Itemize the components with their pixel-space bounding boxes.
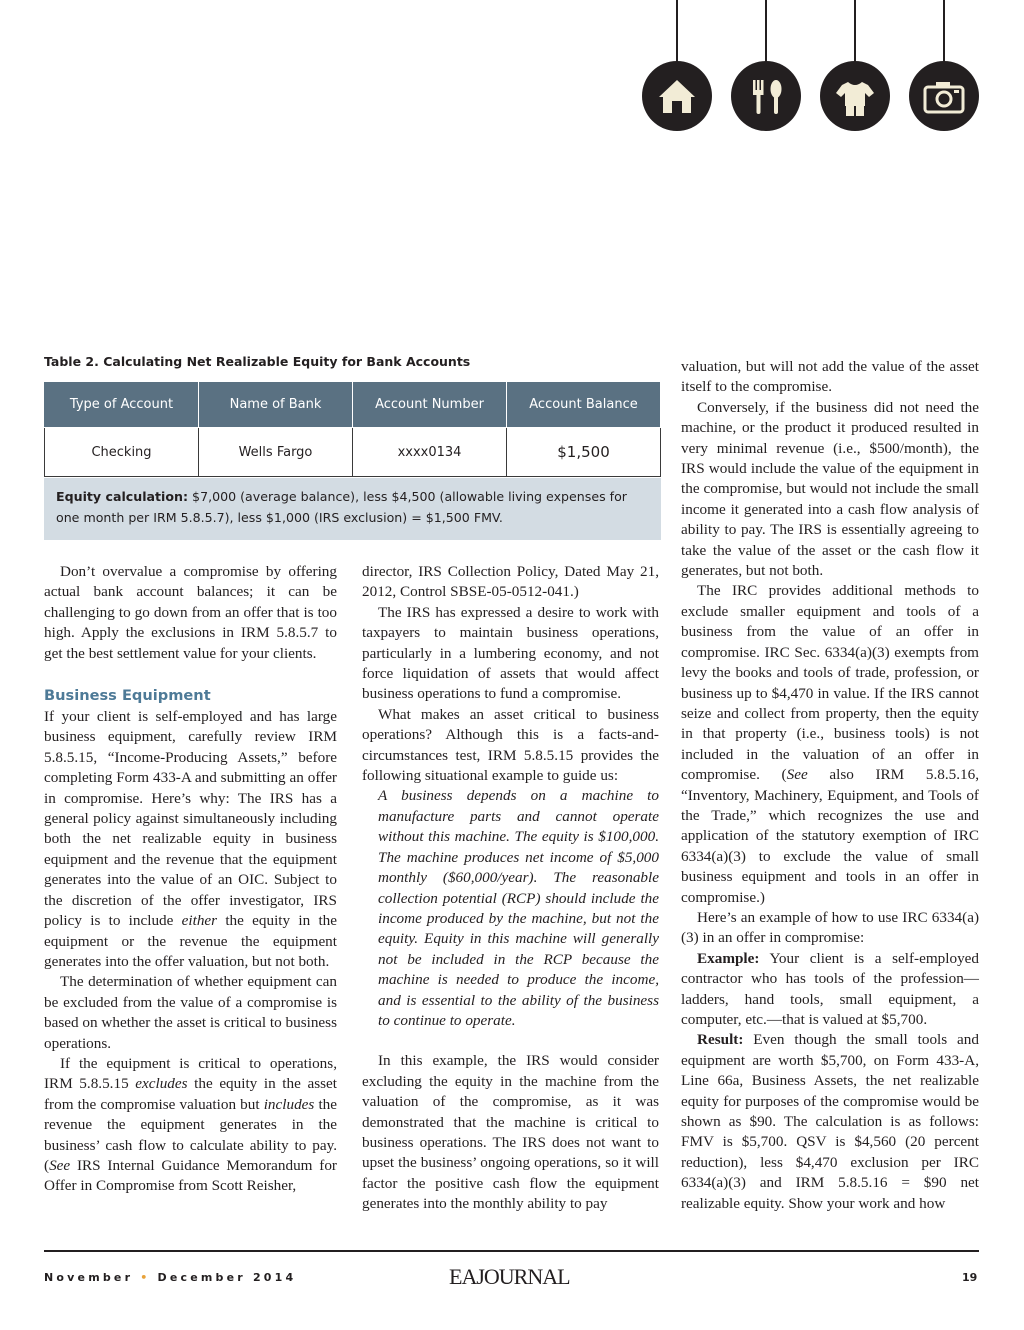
paragraph: valuation, but will not add the value of the asset itself to the compromise. [681, 358, 979, 396]
paragraph: If your client is self-employed and has large business equipment, carefully review IRM 5.8.5.15, “Income-Producing Assets,” before completing Form 433-A and submitting an offer in compromise. Here’s why: The IRS has a general policy against simultaneously including both the net realizable equity in business equipment and the revenue that the equipment generates into the value of an OIC. Subject to the discretion of the offer investigator, IRS policy is to include either the equity in the equipment or the revenue the equipment generates into the offer valuation, but not both. [44, 708, 337, 970]
fork-spoon-icon [731, 0, 801, 132]
article-column-1 [44, 562, 337, 1197]
article-column-3 [681, 357, 979, 1214]
page-number: 19 [962, 1271, 978, 1284]
paragraph: If the equipment is critical to operations, IRM 5.8.5.15 excludes the equity in the asset from the compromise valuation but includes the revenue the equipment generates in the business’ cash flow to calculate ability to pay. (See IRS Internal Guidance Memorandum for Offer in Compromise from Scott Reisher, [44, 1054, 338, 1195]
column-header: Account Number [353, 382, 507, 428]
table-cell: $1,500 [507, 428, 661, 477]
column-header: Type of Account [45, 382, 199, 428]
table-cell: Wells Fargo [199, 428, 353, 477]
paragraph: Result: Even though the small tools and equipment are worth $5,700, on Form 433-A, Line 66a, Business Assets, the net realizable equity for purposes of the compromise would be shown as $90. The calculation is as follows: FMV is $5,700. QSV is $4,560 (20 percent reduction), less $4,470 exclusion per IRC 6334(a)(3) and IRM 5.8.5.16 = $90 net realizable equity. Show your work and how [681, 1031, 979, 1212]
table-header-row [45, 382, 661, 428]
column-header: Name of Bank [199, 382, 353, 428]
equity-text: $7,000 (average balance), less $4,500 (allowable living expenses for one month per IRM 5.8.5.7), less $1,000 (IRS exclusion) = $1,500 FMV. [56, 489, 627, 525]
paragraph: The IRC provides additional methods to exclude smaller equipment and tools of a business from the value of an offer in compromise. IRC Sec. 6334(a)(3) exempts from levy the books and tools of trade, profession, or business up to $4,470 in value. If the IRS cannot seize and collect from property, then the equity in that property (i.e., business tools) is not included in the valuation of an offer in compromise. (See also IRM 5.8.5.16, “Inventory, Machinery, Equipment, and Tools of the Trade,” which recognizes the use and application of the statutory exemption of IRC 6334(a)(3) to exclude the value of small business equipment and tools in an offer in compromise.) [681, 582, 980, 906]
table-cell: xxxx0134 [353, 428, 507, 477]
bank-equity-table [44, 382, 661, 477]
column-header: Account Balance [507, 382, 661, 428]
paragraph: Example: Your client is a self-employed contractor who has tools of the profession—ladders, hand tools, small equipment, a computer, etc.—that is valued at $5,700. [681, 949, 979, 1028]
paragraph: Conversely, if the business did not need the machine, or the product it produced resulted in very minimal revenue (i.e., $500/month), the IRS would include the value of the equipment in the compromise, but would not include the small income it generated into a cash flow analysis of ability to pay. The IRS is essentially agreeing to take the value of the asset or the cash flow it generates, but not both. [681, 398, 979, 580]
issue-date: November • December 2014 [44, 1271, 297, 1284]
paragraph: What makes an asset critical to business operations? Although this is a facts-and-circumstances test, IRM 5.8.5.15 provides the following situational example to guide us: [362, 705, 659, 785]
paragraph: In this example, the IRS would consider excluding the equity in the machine from the valuation of the compromise, as it was demonstrated that the machine is critical to business operations. The IRS does not want to upset the business’ ongoing operations, so it will factor the positive cash flow the equipment generates into the monthly ability to pay [362, 1052, 659, 1213]
footer-rule [44, 1250, 979, 1252]
table-row [45, 428, 661, 477]
block-quote: A business depends on a machine to manufacture parts and cannot operate without this machine. The equity is $100,000. The machine produces net income of $5,000 monthly ($60,000/year). The reasonable collection potential (RCP) should include the income produced by the machine, but not the equity. Equity in this machine will generally not be included in the RCP because the machine is needed to produce the income, and is essential to the ability of the business to continue to operate. [378, 787, 659, 1029]
paragraph: The determination of whether equipment can be excluded from the value of a compromise is based on whether the asset is critical to business operations. [44, 973, 337, 1052]
paragraph: Don’t overvalue a compromise by offering actual bank account balances; it can be challenging to go down from an offer that is too high. Apply the exclusions in IRM 5.8.5.7 to get the best settlement value for your clients. [44, 563, 337, 662]
equity-label: Equity calculation: [56, 489, 189, 504]
camera-icon [909, 0, 979, 132]
journal-logo: EAJOURNAL [449, 1264, 570, 1289]
shirt-icon [820, 0, 890, 132]
hanging-icons [0, 0, 1024, 140]
table-cell: Checking [45, 428, 199, 477]
paragraph: director, IRS Collection Policy, Dated May 21, 2012, Control SBSE-05-0512-041.) [362, 563, 659, 601]
paragraph: The IRS has expressed a desire to work with taxpayers to maintain business operations, particularly in a lumbering economy, and not force liquidation of assets that would affect business operations to fund a compromise. [362, 603, 659, 703]
house-icon [642, 0, 712, 132]
table-title: Table 2. Calculating Net Realizable Equity for Bank Accounts [44, 354, 471, 369]
equity-calculation-note [44, 478, 661, 540]
section-heading: Business Equipment [44, 687, 211, 705]
article-column-2 [362, 562, 659, 1215]
paragraph: Here’s an example of how to use IRC 6334(a)(3) in an offer in compromise: [681, 908, 979, 947]
